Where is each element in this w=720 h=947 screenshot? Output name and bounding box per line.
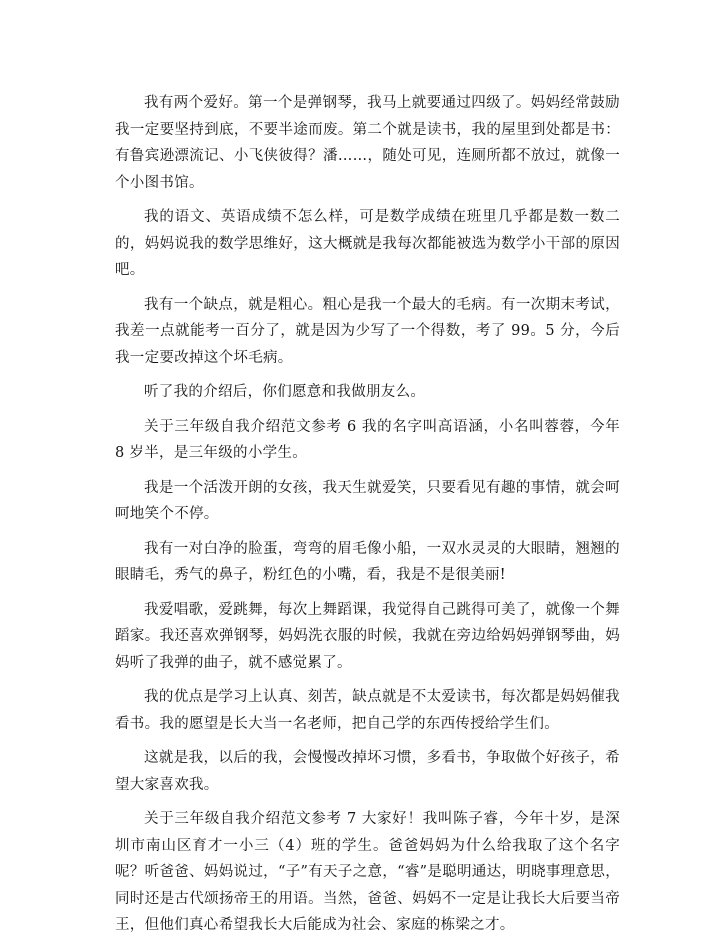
paragraph-sing-dance: 我爱唱歌，爱跳舞，每次上舞蹈课，我觉得自己跳得可美了，就像一个舞蹈家。我还喜欢弹钢琴，妈妈洗衣服的时候，我就在旁边给妈妈弹钢琴曲，妈妈听了我弹的曲子，就不感觉累了。 — [115, 601, 620, 671]
paragraph-friends: 听了我的介绍后，你们愿意和我做朋友么。 — [144, 384, 426, 400]
paragraph-this-is-me: 这就是我，以后的我，会慢慢改掉坏习惯，多看书，争取做个好孩子，希望大家喜欢我。 — [115, 750, 620, 793]
paragraph-appearance: 我有一对白净的脸蛋，弯弯的眉毛像小船，一双水灵灵的大眼睛，翘翘的眼睛毛，秀气的鼻子，粉红色的小嘴，看，我是不是很美丽! — [115, 540, 620, 583]
paragraph-strengths: 我的优点是学习上认真、刻苦，缺点就是不太爱读书，每次都是妈妈催我看书。我的愿望是长大当一名老师，把自己学的东西传授给学生们。 — [115, 689, 620, 732]
paragraph-grades: 我的语文、英语成绩不怎么样，可是数学成绩在班里几乎都是数一数二的，妈妈说我的数学思维好，这大概就是我每次都能被选为数学小干部的原因吧。 — [115, 209, 620, 278]
document-body — [115, 90, 620, 947]
paragraph-cheerful: 我是一个活泼开朗的女孩，我天生就爱笑，只要看见有趣的事情，就会呵呵地笑个不停。 — [115, 479, 620, 522]
paragraph-hobbies: 我有两个爱好。第一个是弹钢琴，我马上就要通过四级了。妈妈经常鼓励我一定要坚持到底，不要半途而废。第二个就是读书，我的屋里到处都是书：有鲁宾逊漂流记、小飞侠彼得？潘……，随处可见，连厕所都不放过，就像一个小图书馆。 — [115, 95, 620, 191]
paragraph-careless: 我有一个缺点，就是粗心。粗心是我一个最大的毛病。有一次期末考试，我差一点就能考一百分了，就是因为少写了一个得数，考了 99。5 分，今后我一定要改掉这个坏毛病。 — [115, 296, 620, 366]
paragraph-sample-6-intro: 关于三年级自我介绍范文参考 6 我的名字叫高语涵，小名叫蓉蓉，今年 8 岁半，是三年级的小学生。 — [115, 418, 620, 461]
paragraph-sample-7-intro: 关于三年级自我介绍范文参考 7 大家好！我叫陈子睿，今年十岁，是深圳市南山区育才一小三（4）班的学生。爸爸妈妈为什么给我取了这个名字呢？听爸爸、妈妈说过，“子”有天子之意，“睿”是聪明通达，明晓事理意思，同时还是古代颂扬帝王的用语。当然，爸爸、妈妈不一定是让我长大后要当帝王，但他们真心希望我长大后能成为社会、家庭的栋梁之才。 — [115, 811, 620, 933]
